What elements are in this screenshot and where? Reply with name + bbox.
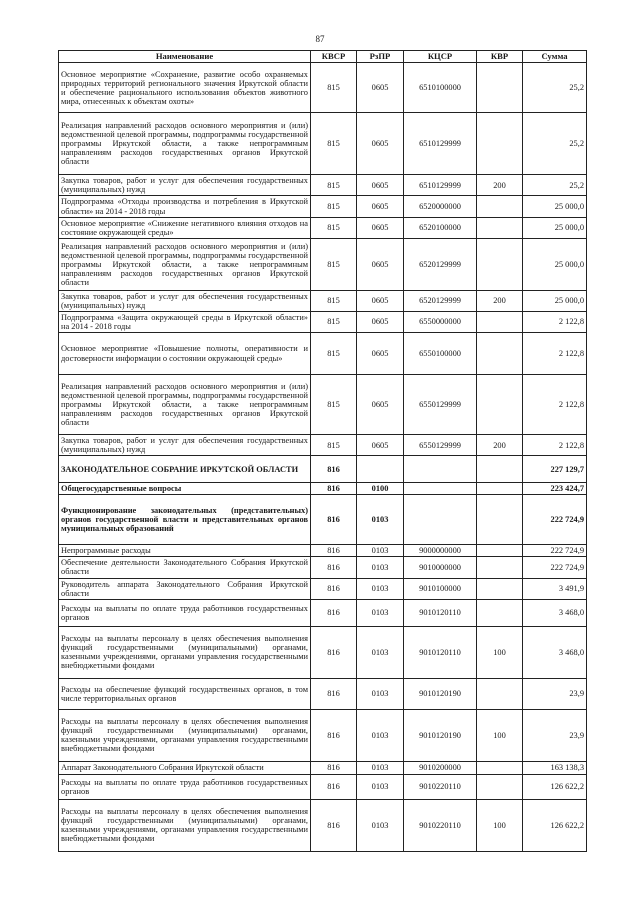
cell-kvsr: 816 xyxy=(311,495,357,545)
cell-kcsr: 6550129999 xyxy=(404,375,477,435)
cell-sum: 2 122,8 xyxy=(523,375,587,435)
cell-kcsr: 9010120190 xyxy=(404,709,477,761)
cell-name: Расходы на выплаты по оплате труда работников государственных органов xyxy=(59,599,311,626)
cell-sum: 25 000,0 xyxy=(523,238,587,290)
cell-sum: 223 424,7 xyxy=(523,483,587,495)
cell-sum: 3 468,0 xyxy=(523,626,587,678)
cell-kvr xyxy=(477,238,523,290)
cell-kvsr: 816 xyxy=(311,678,357,709)
cell-sum: 25,2 xyxy=(523,113,587,175)
cell-kvsr: 815 xyxy=(311,238,357,290)
cell-sum: 126 622,2 xyxy=(523,799,587,851)
cell-name: Расходы на обеспечение функций государственных органов, в том числе территориальных органов xyxy=(59,678,311,709)
cell-name: Функционирование законодательных (представительных) органов государственной власти и представительных органов муниципальных образований xyxy=(59,495,311,545)
cell-name: Руководитель аппарата Законодательного Собрания Иркутской области xyxy=(59,578,311,599)
table-row xyxy=(59,557,587,578)
table-row xyxy=(59,456,587,483)
header-kvr: КВР xyxy=(477,51,523,63)
cell-sum: 25,2 xyxy=(523,63,587,113)
cell-name: Основное мероприятие «Снижение негативного влияния отходов на состояние окружающей среды» xyxy=(59,217,311,238)
cell-sum: 25 000,0 xyxy=(523,217,587,238)
table-row xyxy=(59,238,587,290)
cell-kcsr xyxy=(404,456,477,483)
cell-kvr: 100 xyxy=(477,709,523,761)
table-row xyxy=(59,709,587,761)
cell-kvr: 100 xyxy=(477,626,523,678)
cell-kcsr: 9010200000 xyxy=(404,761,477,774)
cell-sum: 25,2 xyxy=(523,175,587,196)
table-row xyxy=(59,678,587,709)
cell-kvr xyxy=(477,678,523,709)
cell-name: Закупка товаров, работ и услуг для обеспечения государственных (муниципальных) нужд xyxy=(59,435,311,456)
cell-kvsr: 816 xyxy=(311,774,357,799)
cell-kcsr: 6550000000 xyxy=(404,311,477,332)
cell-name: Подпрограмма «Отходы производства и потребления в Иркутской области» на 2014 - 2018 годы xyxy=(59,196,311,217)
cell-name: Непрограммные расходы xyxy=(59,545,311,557)
cell-kcsr: 6520000000 xyxy=(404,196,477,217)
cell-kvr xyxy=(477,761,523,774)
cell-kvr xyxy=(477,557,523,578)
cell-kvr: 200 xyxy=(477,290,523,311)
cell-rzpr: 0605 xyxy=(357,290,404,311)
cell-rzpr: 0605 xyxy=(357,63,404,113)
cell-kcsr: 6520129999 xyxy=(404,238,477,290)
cell-kcsr: 9010120110 xyxy=(404,599,477,626)
table-row xyxy=(59,175,587,196)
cell-kvsr: 816 xyxy=(311,599,357,626)
cell-rzpr: 0605 xyxy=(357,375,404,435)
cell-kvr: 200 xyxy=(477,175,523,196)
cell-kvsr: 815 xyxy=(311,333,357,375)
cell-name: Основное мероприятие «Сохранение, развитие особо охраняемых природных территорий регионального значения Иркутской области и обеспечение рационального использования объектов животного мира, отнесенных к объектам охоты» xyxy=(59,63,311,113)
cell-kvr xyxy=(477,578,523,599)
cell-name: ЗАКОНОДАТЕЛЬНОЕ СОБРАНИЕ ИРКУТСКОЙ ОБЛАСТИ xyxy=(59,456,311,483)
cell-name: Реализация направлений расходов основного мероприятия и (или) ведомственной целевой программы, подпрограммы государственной программы Иркутской области, а также непрограммным направлениям расходов государственных органов Иркутской области xyxy=(59,375,311,435)
cell-kvr xyxy=(477,599,523,626)
table-row xyxy=(59,626,587,678)
cell-kcsr: 9010220110 xyxy=(404,774,477,799)
table-row xyxy=(59,774,587,799)
table-row xyxy=(59,196,587,217)
cell-name: Расходы на выплаты персоналу в целях обеспечения выполнения функций государственными (муниципальными) органами, казенными учреждениями, органами управления государственными внебюджетными фондами xyxy=(59,709,311,761)
cell-sum: 126 622,2 xyxy=(523,774,587,799)
cell-kcsr: 9010120110 xyxy=(404,626,477,678)
cell-kvr xyxy=(477,113,523,175)
cell-kcsr: 6520100000 xyxy=(404,217,477,238)
cell-sum: 2 122,8 xyxy=(523,333,587,375)
header-sum: Сумма xyxy=(523,51,587,63)
cell-kvr xyxy=(477,375,523,435)
cell-kvr xyxy=(477,483,523,495)
cell-kvr xyxy=(477,196,523,217)
table-row xyxy=(59,311,587,332)
cell-name: Реализация направлений расходов основного мероприятия и (или) ведомственной целевой программы, подпрограммы государственной программы Иркутской области, а также непрограммным направлениям расходов государственных органов Иркутской области xyxy=(59,113,311,175)
cell-rzpr: 0103 xyxy=(357,557,404,578)
cell-rzpr: 0605 xyxy=(357,333,404,375)
cell-name: Расходы на выплаты по оплате труда работников государственных органов xyxy=(59,774,311,799)
cell-kvsr: 816 xyxy=(311,709,357,761)
cell-kvsr: 815 xyxy=(311,175,357,196)
cell-kvr: 200 xyxy=(477,435,523,456)
header-kvsr: КВСР xyxy=(311,51,357,63)
table-row xyxy=(59,578,587,599)
table-row xyxy=(59,483,587,495)
cell-kvsr: 816 xyxy=(311,483,357,495)
cell-rzpr: 0605 xyxy=(357,113,404,175)
cell-sum: 3 491,9 xyxy=(523,578,587,599)
header-kcsr: КЦСР xyxy=(404,51,477,63)
cell-kvsr: 816 xyxy=(311,761,357,774)
cell-kcsr: 9010220110 xyxy=(404,799,477,851)
table-body xyxy=(59,63,587,851)
cell-sum: 25 000,0 xyxy=(523,290,587,311)
header-rzpr: РзПР xyxy=(357,51,404,63)
cell-rzpr: 0103 xyxy=(357,626,404,678)
cell-kcsr: 6510129999 xyxy=(404,113,477,175)
cell-rzpr: 0103 xyxy=(357,709,404,761)
cell-kcsr: 9010100000 xyxy=(404,578,477,599)
cell-sum: 2 122,8 xyxy=(523,435,587,456)
cell-kcsr: 6510129999 xyxy=(404,175,477,196)
cell-name: Обеспечение деятельности Законодательного Собрания Иркутской области xyxy=(59,557,311,578)
table-row xyxy=(59,113,587,175)
cell-kvr xyxy=(477,545,523,557)
cell-kvr xyxy=(477,456,523,483)
table-row xyxy=(59,217,587,238)
cell-kvr xyxy=(477,495,523,545)
cell-name: Основное мероприятие «Повышение полноты, оперативности и достоверности информации о состоянии окружающей среды» xyxy=(59,333,311,375)
table-row xyxy=(59,599,587,626)
table-row xyxy=(59,761,587,774)
cell-name: Расходы на выплаты персоналу в целях обеспечения выполнения функций государственными (муниципальными) органами, казенными учреждениями, органами управления государственными внебюджетными фондами xyxy=(59,799,311,851)
cell-kvr xyxy=(477,333,523,375)
page-number: 87 xyxy=(315,34,325,44)
table-row xyxy=(59,495,587,545)
cell-rzpr: 0103 xyxy=(357,774,404,799)
cell-sum: 2 122,8 xyxy=(523,311,587,332)
cell-kvsr: 816 xyxy=(311,557,357,578)
cell-rzpr: 0103 xyxy=(357,799,404,851)
cell-sum: 163 138,3 xyxy=(523,761,587,774)
header-name: Наименование xyxy=(59,51,311,63)
cell-sum: 222 724,9 xyxy=(523,495,587,545)
cell-name: Закупка товаров, работ и услуг для обеспечения государственных (муниципальных) нужд xyxy=(59,175,311,196)
cell-kvsr: 816 xyxy=(311,626,357,678)
table-row xyxy=(59,545,587,557)
table-row xyxy=(59,63,587,113)
table-row xyxy=(59,333,587,375)
cell-name: Общегосударственные вопросы xyxy=(59,483,311,495)
cell-rzpr: 0103 xyxy=(357,761,404,774)
cell-kcsr xyxy=(404,483,477,495)
cell-kcsr: 9010000000 xyxy=(404,557,477,578)
cell-sum: 3 468,0 xyxy=(523,599,587,626)
cell-rzpr: 0103 xyxy=(357,678,404,709)
cell-rzpr: 0605 xyxy=(357,311,404,332)
cell-kvr xyxy=(477,217,523,238)
cell-sum: 25 000,0 xyxy=(523,196,587,217)
cell-rzpr: 0100 xyxy=(357,483,404,495)
cell-kvr xyxy=(477,774,523,799)
cell-kvr xyxy=(477,63,523,113)
table-header xyxy=(59,51,587,63)
cell-name: Подпрограмма «Защита окружающей среды в Иркутской области» на 2014 - 2018 годы xyxy=(59,311,311,332)
cell-sum: 222 724,9 xyxy=(523,545,587,557)
cell-kvsr: 815 xyxy=(311,196,357,217)
cell-name: Закупка товаров, работ и услуг для обеспечения государственных (муниципальных) нужд xyxy=(59,290,311,311)
cell-kvsr: 815 xyxy=(311,113,357,175)
cell-kvsr: 816 xyxy=(311,799,357,851)
cell-kvr xyxy=(477,311,523,332)
cell-sum: 222 724,9 xyxy=(523,557,587,578)
cell-kcsr: 9010120190 xyxy=(404,678,477,709)
cell-rzpr: 0103 xyxy=(357,495,404,545)
table-row xyxy=(59,799,587,851)
cell-rzpr: 0605 xyxy=(357,196,404,217)
cell-name: Аппарат Законодательного Собрания Иркутской области xyxy=(59,761,311,774)
budget-table xyxy=(58,50,587,852)
cell-sum: 227 129,7 xyxy=(523,456,587,483)
cell-rzpr: 0605 xyxy=(357,435,404,456)
cell-rzpr xyxy=(357,456,404,483)
cell-kcsr: 6550100000 xyxy=(404,333,477,375)
cell-kvr: 100 xyxy=(477,799,523,851)
table-row xyxy=(59,435,587,456)
cell-kvsr: 816 xyxy=(311,545,357,557)
cell-kvsr: 815 xyxy=(311,435,357,456)
cell-kvsr: 815 xyxy=(311,63,357,113)
cell-kcsr: 6550129999 xyxy=(404,435,477,456)
cell-kvsr: 816 xyxy=(311,456,357,483)
cell-kcsr: 6510100000 xyxy=(404,63,477,113)
cell-rzpr: 0103 xyxy=(357,599,404,626)
cell-kvsr: 815 xyxy=(311,217,357,238)
cell-kvsr: 815 xyxy=(311,290,357,311)
cell-kcsr: 9000000000 xyxy=(404,545,477,557)
cell-sum: 23,9 xyxy=(523,678,587,709)
cell-kcsr xyxy=(404,495,477,545)
cell-kvsr: 816 xyxy=(311,578,357,599)
cell-rzpr: 0605 xyxy=(357,238,404,290)
cell-name: Реализация направлений расходов основного мероприятия и (или) ведомственной целевой программы, подпрограммы государственной программы Иркутской области, а также непрограммным направлениям расходов государственных органов Иркутской области xyxy=(59,238,311,290)
cell-kvsr: 815 xyxy=(311,311,357,332)
table-row xyxy=(59,375,587,435)
cell-rzpr: 0103 xyxy=(357,545,404,557)
cell-name: Расходы на выплаты персоналу в целях обеспечения выполнения функций государственными (муниципальными) органами, казенными учреждениями, органами управления государственными внебюджетными фондами xyxy=(59,626,311,678)
cell-rzpr: 0605 xyxy=(357,217,404,238)
cell-rzpr: 0103 xyxy=(357,578,404,599)
cell-rzpr: 0605 xyxy=(357,175,404,196)
table-row xyxy=(59,290,587,311)
cell-sum: 23,9 xyxy=(523,709,587,761)
cell-kvsr: 815 xyxy=(311,375,357,435)
cell-kcsr: 6520129999 xyxy=(404,290,477,311)
